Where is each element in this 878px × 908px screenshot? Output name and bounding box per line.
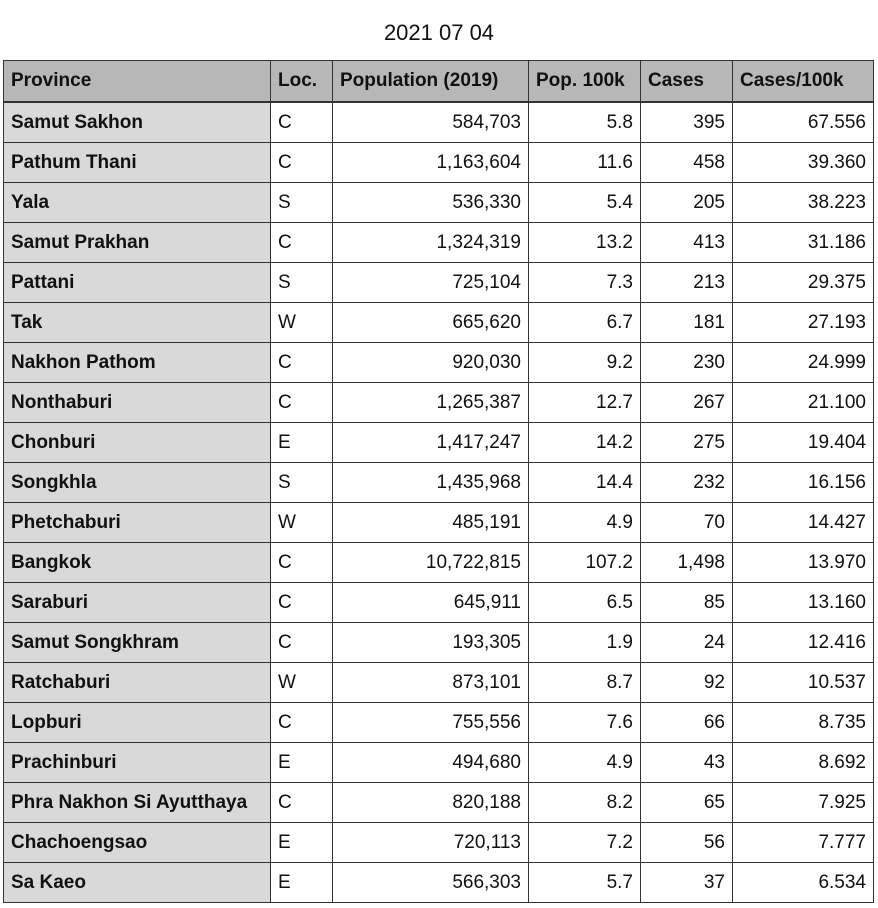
province-cell: Bangkok (4, 543, 271, 583)
cases-per-100k-cell: 7.777 (733, 823, 874, 863)
loc-cell: E (271, 423, 333, 463)
pop-100k-cell: 8.2 (529, 783, 641, 823)
cases-cell: 181 (641, 303, 733, 343)
table-row (4, 743, 874, 783)
cases-cell: 92 (641, 663, 733, 703)
cases-cell: 205 (641, 183, 733, 223)
population-cell: 536,330 (333, 183, 529, 223)
cases-per-100k-cell: 16.156 (733, 463, 874, 503)
pop-100k-cell: 6.5 (529, 583, 641, 623)
cases-cell: 232 (641, 463, 733, 503)
table-row (4, 223, 874, 263)
column-header-cases-per-100k: Cases/100k (733, 61, 874, 103)
cases-cell: 230 (641, 343, 733, 383)
population-cell: 820,188 (333, 783, 529, 823)
pop-100k-cell: 6.7 (529, 303, 641, 343)
cases-per-100k-cell: 12.416 (733, 623, 874, 663)
cases-cell: 213 (641, 263, 733, 303)
pop-100k-cell: 7.2 (529, 823, 641, 863)
table-row (4, 102, 874, 143)
loc-cell: S (271, 183, 333, 223)
loc-cell: W (271, 303, 333, 343)
loc-cell: W (271, 663, 333, 703)
pop-100k-cell: 107.2 (529, 543, 641, 583)
loc-cell: S (271, 263, 333, 303)
cases-cell: 66 (641, 703, 733, 743)
pop-100k-cell: 14.2 (529, 423, 641, 463)
population-cell: 193,305 (333, 623, 529, 663)
population-cell: 645,911 (333, 583, 529, 623)
province-cell: Pathum Thani (4, 143, 271, 183)
table-row (4, 663, 874, 703)
province-cell: Prachinburi (4, 743, 271, 783)
table-row (4, 623, 874, 663)
population-cell: 755,556 (333, 703, 529, 743)
pop-100k-cell: 5.4 (529, 183, 641, 223)
population-cell: 1,435,968 (333, 463, 529, 503)
pop-100k-cell: 5.8 (529, 102, 641, 143)
pop-100k-cell: 4.9 (529, 743, 641, 783)
cases-per-100k-cell: 19.404 (733, 423, 874, 463)
cases-cell: 24 (641, 623, 733, 663)
column-header-population: Population (2019) (333, 61, 529, 103)
table-row (4, 703, 874, 743)
province-cell: Pattani (4, 263, 271, 303)
population-cell: 485,191 (333, 503, 529, 543)
column-header-pop-100k: Pop. 100k (529, 61, 641, 103)
table-row (4, 143, 874, 183)
cases-cell: 70 (641, 503, 733, 543)
cases-per-100k-cell: 21.100 (733, 383, 874, 423)
cases-cell: 458 (641, 143, 733, 183)
population-cell: 1,265,387 (333, 383, 529, 423)
population-cell: 720,113 (333, 823, 529, 863)
table-row (4, 183, 874, 223)
cases-per-100k-cell: 39.360 (733, 143, 874, 183)
loc-cell: C (271, 703, 333, 743)
cases-per-100k-cell: 27.193 (733, 303, 874, 343)
province-cell: Samut Sakhon (4, 102, 271, 143)
province-cell: Nakhon Pathom (4, 343, 271, 383)
column-header-province: Province (4, 61, 271, 103)
loc-cell: E (271, 823, 333, 863)
loc-cell: C (271, 783, 333, 823)
province-cell: Samut Songkhram (4, 623, 271, 663)
loc-cell: C (271, 383, 333, 423)
loc-cell: C (271, 223, 333, 263)
table-row (4, 303, 874, 343)
province-cell: Tak (4, 303, 271, 343)
province-cell: Phra Nakhon Si Ayutthaya (4, 783, 271, 823)
loc-cell: C (271, 623, 333, 663)
cases-cell: 85 (641, 583, 733, 623)
cases-per-100k-cell: 24.999 (733, 343, 874, 383)
column-header-cases: Cases (641, 61, 733, 103)
province-cell: Samut Prakhan (4, 223, 271, 263)
cases-cell: 275 (641, 423, 733, 463)
province-cell: Chonburi (4, 423, 271, 463)
cases-cell: 37 (641, 863, 733, 903)
province-cell: Sa Kaeo (4, 863, 271, 903)
pop-100k-cell: 4.9 (529, 503, 641, 543)
cases-cell: 267 (641, 383, 733, 423)
pop-100k-cell: 14.4 (529, 463, 641, 503)
loc-cell: C (271, 343, 333, 383)
province-cases-table (3, 60, 874, 903)
header-row (4, 61, 874, 103)
cases-cell: 413 (641, 223, 733, 263)
cases-per-100k-cell: 29.375 (733, 263, 874, 303)
table-body (4, 102, 874, 903)
province-cell: Phetchaburi (4, 503, 271, 543)
population-cell: 10,722,815 (333, 543, 529, 583)
province-cell: Ratchaburi (4, 663, 271, 703)
table-row (4, 383, 874, 423)
population-cell: 665,620 (333, 303, 529, 343)
cases-cell: 65 (641, 783, 733, 823)
cases-per-100k-cell: 8.692 (733, 743, 874, 783)
cases-per-100k-cell: 13.160 (733, 583, 874, 623)
population-cell: 1,324,319 (333, 223, 529, 263)
table-row (4, 583, 874, 623)
cases-per-100k-cell: 38.223 (733, 183, 874, 223)
pop-100k-cell: 13.2 (529, 223, 641, 263)
cases-per-100k-cell: 6.534 (733, 863, 874, 903)
loc-cell: S (271, 463, 333, 503)
population-cell: 1,417,247 (333, 423, 529, 463)
cases-cell: 395 (641, 102, 733, 143)
cases-cell: 56 (641, 823, 733, 863)
cases-per-100k-cell: 8.735 (733, 703, 874, 743)
cases-per-100k-cell: 67.556 (733, 102, 874, 143)
population-cell: 920,030 (333, 343, 529, 383)
table-row (4, 543, 874, 583)
loc-cell: C (271, 543, 333, 583)
table-row (4, 503, 874, 543)
column-header-loc: Loc. (271, 61, 333, 103)
loc-cell: C (271, 143, 333, 183)
pop-100k-cell: 7.3 (529, 263, 641, 303)
cases-cell: 1,498 (641, 543, 733, 583)
table-row (4, 343, 874, 383)
population-cell: 1,163,604 (333, 143, 529, 183)
pop-100k-cell: 8.7 (529, 663, 641, 703)
pop-100k-cell: 1.9 (529, 623, 641, 663)
table-row (4, 863, 874, 903)
population-cell: 566,303 (333, 863, 529, 903)
cases-cell: 43 (641, 743, 733, 783)
table-row (4, 463, 874, 503)
province-cell: Lopburi (4, 703, 271, 743)
page-title: 2021 07 04 (383, 20, 495, 45)
province-cell: Nonthaburi (4, 383, 271, 423)
pop-100k-cell: 12.7 (529, 383, 641, 423)
cases-per-100k-cell: 14.427 (733, 503, 874, 543)
pop-100k-cell: 11.6 (529, 143, 641, 183)
cases-per-100k-cell: 31.186 (733, 223, 874, 263)
cases-per-100k-cell: 7.925 (733, 783, 874, 823)
pop-100k-cell: 7.6 (529, 703, 641, 743)
province-cell: Yala (4, 183, 271, 223)
loc-cell: C (271, 583, 333, 623)
loc-cell: C (271, 102, 333, 143)
table-row (4, 263, 874, 303)
population-cell: 584,703 (333, 102, 529, 143)
table-row (4, 783, 874, 823)
pop-100k-cell: 5.7 (529, 863, 641, 903)
population-cell: 725,104 (333, 263, 529, 303)
table-row (4, 823, 874, 863)
pop-100k-cell: 9.2 (529, 343, 641, 383)
population-cell: 494,680 (333, 743, 529, 783)
table-row (4, 423, 874, 463)
population-cell: 873,101 (333, 663, 529, 703)
province-cell: Chachoengsao (4, 823, 271, 863)
province-cell: Songkhla (4, 463, 271, 503)
cases-per-100k-cell: 13.970 (733, 543, 874, 583)
loc-cell: W (271, 503, 333, 543)
province-cell: Saraburi (4, 583, 271, 623)
cases-per-100k-cell: 10.537 (733, 663, 874, 703)
loc-cell: E (271, 863, 333, 903)
loc-cell: E (271, 743, 333, 783)
